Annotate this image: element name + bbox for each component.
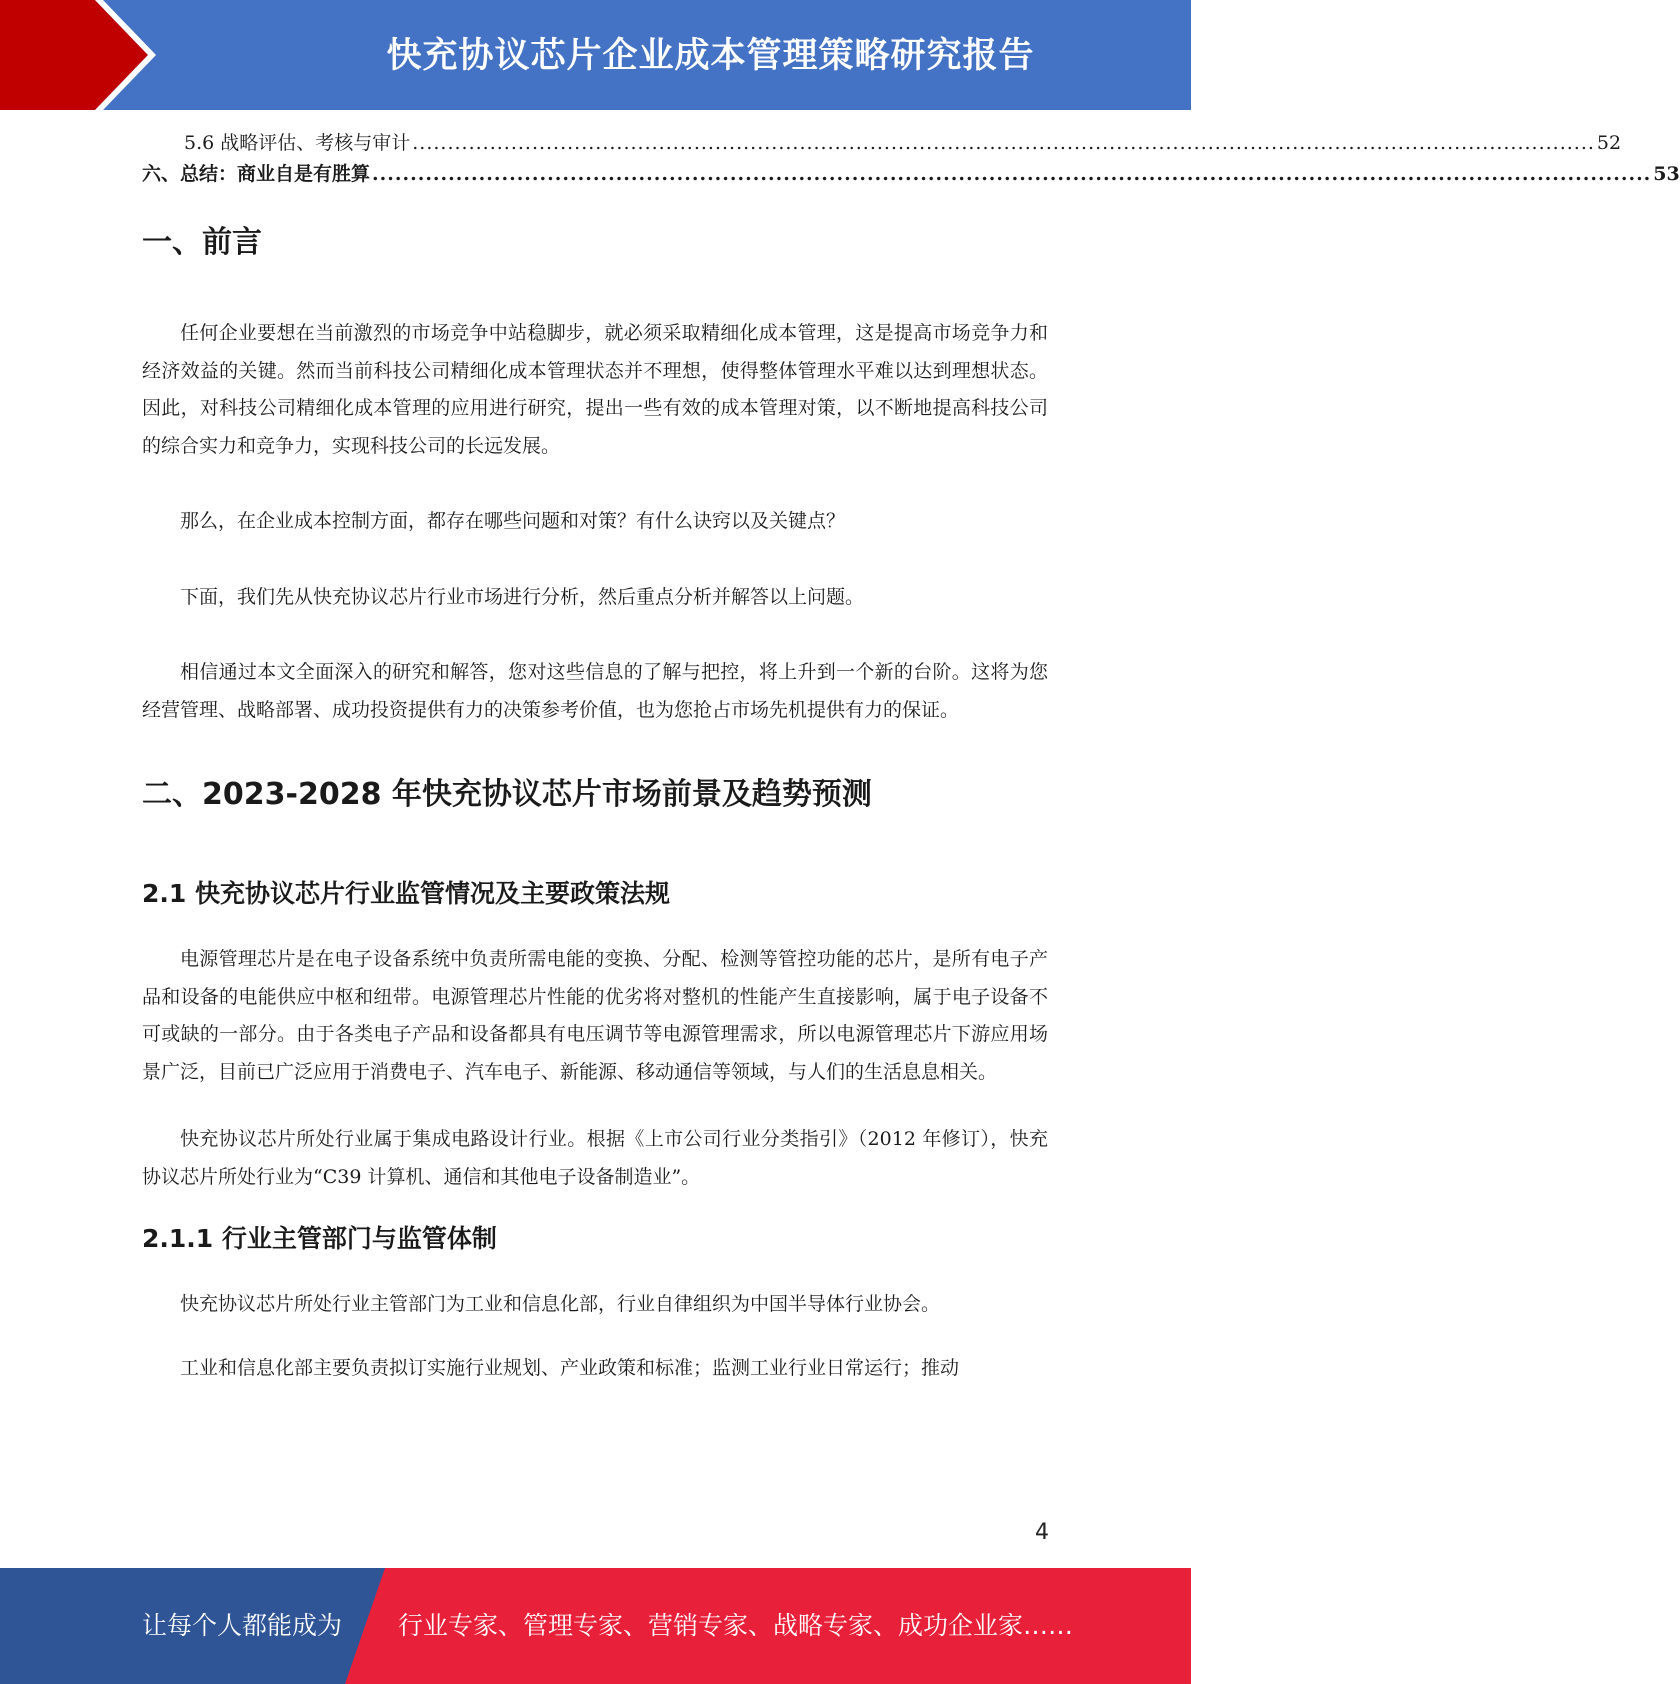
paragraph: 那么，在企业成本控制方面，都存在哪些问题和对策？有什么诀窍以及关键点？: [180, 510, 846, 532]
page-header: [0, 0, 1191, 110]
toc-leader-dots: ........................................................................................................................................................................: [412, 132, 1595, 154]
page-footer: [0, 1568, 1191, 1684]
toc-entry-page: 53: [1653, 163, 1680, 185]
toc-entry[interactable]: [142, 128, 1622, 159]
paragraph: 快充协议芯片所处行业主管部门为工业和信息化部，行业自律组织为中国半导体行业协会。: [180, 1293, 941, 1315]
report-title: 快充协议芯片企业成本管理策略研究报告: [386, 36, 1035, 76]
section-heading-market: 二、2023-2028 年快充协议芯片市场前景及趋势预测: [142, 777, 872, 812]
toc-entry-label: 六、总结：商业自是有胜算: [142, 163, 371, 185]
paragraph: 工业和信息化部主要负责拟订实施行业规划、产业政策和标准；监测工业行业日常运行；推动: [180, 1356, 960, 1379]
page-content: [142, 128, 1680, 1387]
paragraph: 相信通过本文全面深入的研究和解答，您对这些信息的了解与把控，将上升到一个新的台阶。这将为您经营管理、战略部署、成功投资提供有力的决策参考价值，也为您抢占市场先机提供有力的保证。: [142, 661, 1048, 721]
subsection-heading: 2.1 快充协议芯片行业监管情况及主要政策法规: [142, 879, 670, 908]
page-number: 4: [1035, 1520, 1049, 1545]
toc-leader-dots: ........................................................................................................................................................................: [372, 163, 1652, 185]
toc-entry-label: 5.6 战略评估、考核与审计: [184, 132, 411, 154]
section-heading-preface: 一、前言: [142, 225, 262, 260]
paragraph: 下面，我们先从快充协议芯片行业市场进行分析，然后重点分析并解答以上问题。: [180, 585, 865, 608]
subsection-heading: 2.1.1 行业主管部门与监管体制: [142, 1224, 497, 1253]
toc-entry-page: 52: [1596, 132, 1622, 154]
toc-entry[interactable]: [142, 159, 1680, 190]
table-of-contents: [142, 128, 1680, 190]
footer-slogan-left: 让每个人都能成为: [142, 1611, 343, 1640]
paragraph: 电源管理芯片是在电子设备系统中负责所需电能的变换、分配、检测等管控功能的芯片，是所有电子产品和设备的电能供应中枢和纽带。电源管理芯片性能的优劣将对整机的性能产生直接影响，属于电子设备不可或缺的一部分。由于各类电子产品和设备都具有电压调节等电源管理需求，所以电源管理芯片下游应用场景广泛，目前已广泛应用于消费电子、汽车电子、新能源、移动通信等领域，与人们的生活息息相关。: [142, 948, 1048, 1083]
footer-slogan-right: 行业专家、管理专家、营销专家、战略专家、成功企业家……: [398, 1611, 1074, 1640]
paragraph: 快充协议芯片所处行业属于集成电路设计行业。根据《上市公司行业分类指引》（2012 年修订），快充协议芯片所处行业为“C39 计算机、通信和其他电子设备制造业”。: [142, 1128, 1048, 1188]
paragraph: 任何企业要想在当前激烈的市场竞争中站稳脚步，就必须采取精细化成本管理，这是提高市场竞争力和经济效益的关键。然而当前科技公司精细化成本管理状态并不理想，使得整体管理水平难以达到理想状态。因此，对科技公司精细化成本管理的应用进行研究，提出一些有效的成本管理对策，以不断地提高科技公司的综合实力和竞争力，实现科技公司的长远发展。: [142, 322, 1048, 457]
